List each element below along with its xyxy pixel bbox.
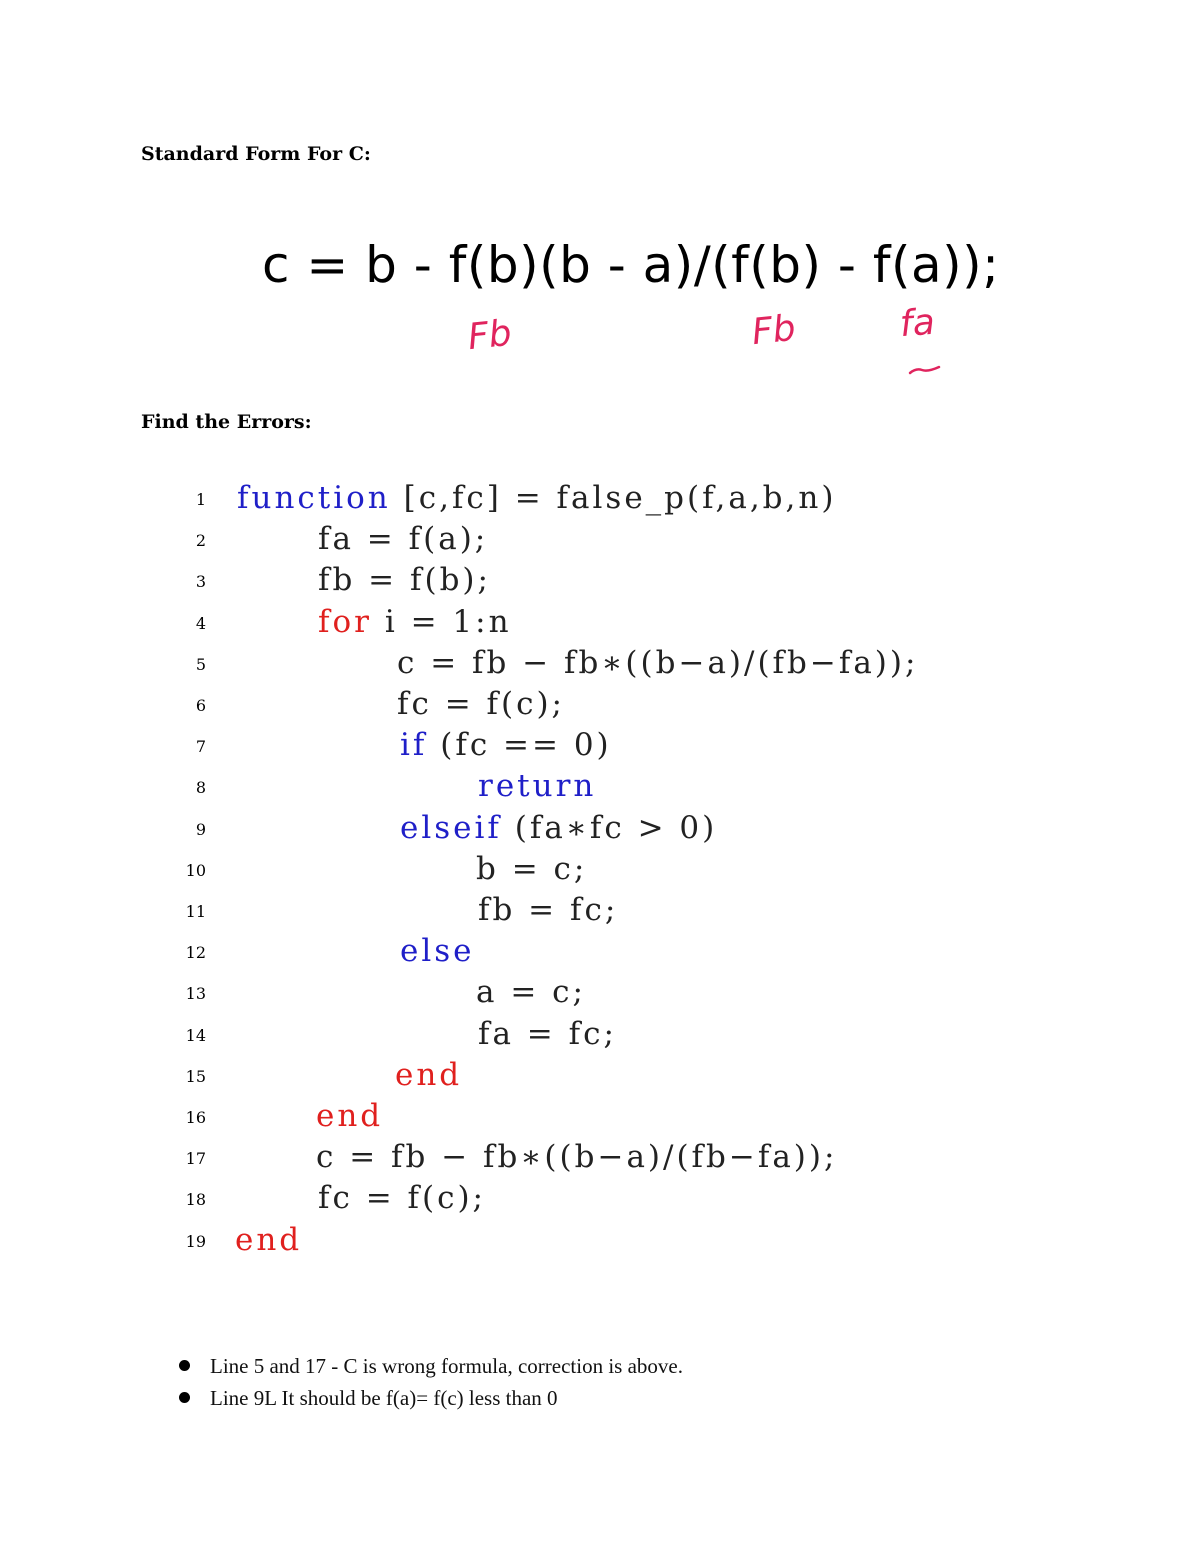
code-text xyxy=(400,808,717,849)
code-statement: [c,fc] = false_p(f,a,b,n) xyxy=(390,480,837,516)
line-number: 18 xyxy=(185,1190,206,1210)
code-statement: fa = fc; xyxy=(478,1015,617,1052)
error-note xyxy=(176,1350,683,1382)
line-number: 15 xyxy=(185,1066,206,1086)
code-text xyxy=(397,643,918,684)
line-number: 13 xyxy=(185,984,206,1004)
line-number: 7 xyxy=(195,737,206,757)
code-text xyxy=(235,1220,302,1261)
handwritten-underline-mark xyxy=(908,365,941,375)
code-text xyxy=(478,766,596,807)
code-keyword: else xyxy=(400,933,475,970)
line-number: 11 xyxy=(185,902,206,921)
line-number: 8 xyxy=(195,778,206,798)
code-statement: c = fb − fb∗((b−a)/(fb−fa)); xyxy=(397,644,919,681)
code-text xyxy=(395,1055,462,1096)
code-statement: c = fb − fb∗((b−a)/(fb−fa)); xyxy=(316,1139,838,1176)
error-notes-list xyxy=(176,1350,683,1414)
line-number: 17 xyxy=(185,1149,206,1169)
code-text xyxy=(400,931,475,972)
code-statement: fb = fc; xyxy=(478,892,619,928)
bullet-icon xyxy=(179,1392,190,1403)
line-number: 6 xyxy=(195,696,206,715)
code-statement: (fc == 0) xyxy=(427,727,612,764)
code-statement: fc = f(c); xyxy=(397,686,565,722)
code-text xyxy=(316,1137,837,1178)
find-errors-heading: Find the Errors: xyxy=(141,411,312,433)
line-number: 14 xyxy=(185,1025,206,1045)
code-text xyxy=(478,890,618,931)
handwritten-annotation-fb-2: Fb xyxy=(749,307,798,354)
code-keyword: return xyxy=(478,768,597,805)
code-statement: fb = f(b); xyxy=(318,562,491,599)
error-note-text: Line 9L It should be f(a)= f(c) less than 0 xyxy=(210,1386,558,1410)
code-text xyxy=(476,972,586,1013)
handwritten-annotation-fa: fa xyxy=(898,301,937,346)
error-note-text: Line 5 and 17 - C is wrong formula, correction is above. xyxy=(210,1354,683,1378)
line-number: 2 xyxy=(195,531,206,551)
bullet-icon xyxy=(179,1360,190,1371)
code-statement: (fa∗fc > 0) xyxy=(501,809,718,846)
code-text xyxy=(237,478,836,519)
code-text xyxy=(318,602,512,643)
code-text xyxy=(318,560,491,601)
line-number: 4 xyxy=(195,613,206,633)
code-keyword: end xyxy=(316,1098,384,1134)
line-number: 3 xyxy=(195,572,206,592)
code-keyword: elseif xyxy=(400,809,502,846)
error-note xyxy=(176,1382,683,1414)
code-keyword: if xyxy=(400,727,428,764)
line-number: 10 xyxy=(185,860,206,880)
code-text xyxy=(476,849,587,890)
code-statement: fa = f(a); xyxy=(318,521,489,558)
line-number: 9 xyxy=(195,819,206,839)
standard-form-heading: Standard Form For C: xyxy=(141,143,371,165)
code-statement: i = 1:n xyxy=(371,603,512,640)
line-number: 5 xyxy=(195,654,206,674)
line-number: 12 xyxy=(185,943,206,963)
handwritten-annotation-fb-1: Fb xyxy=(465,312,514,359)
code-text xyxy=(478,1014,617,1055)
standard-formula: c = b - f(b)(b - a)/(f(b) - f(a)); xyxy=(262,236,1000,294)
code-text xyxy=(318,519,488,560)
code-statement: a = c; xyxy=(476,974,586,1011)
code-statement: fc = f(c); xyxy=(318,1180,486,1217)
code-statement: b = c; xyxy=(476,850,588,887)
code-keyword: for xyxy=(318,603,372,640)
line-number: 1 xyxy=(195,490,206,509)
code-keyword: end xyxy=(395,1056,463,1093)
code-keyword: function xyxy=(237,480,391,516)
code-text xyxy=(316,1096,383,1137)
code-text xyxy=(318,1178,486,1219)
code-text xyxy=(397,684,565,725)
code-keyword: end xyxy=(235,1221,303,1258)
line-number: 19 xyxy=(185,1231,206,1251)
line-number: 16 xyxy=(185,1108,206,1127)
code-text xyxy=(400,725,612,766)
